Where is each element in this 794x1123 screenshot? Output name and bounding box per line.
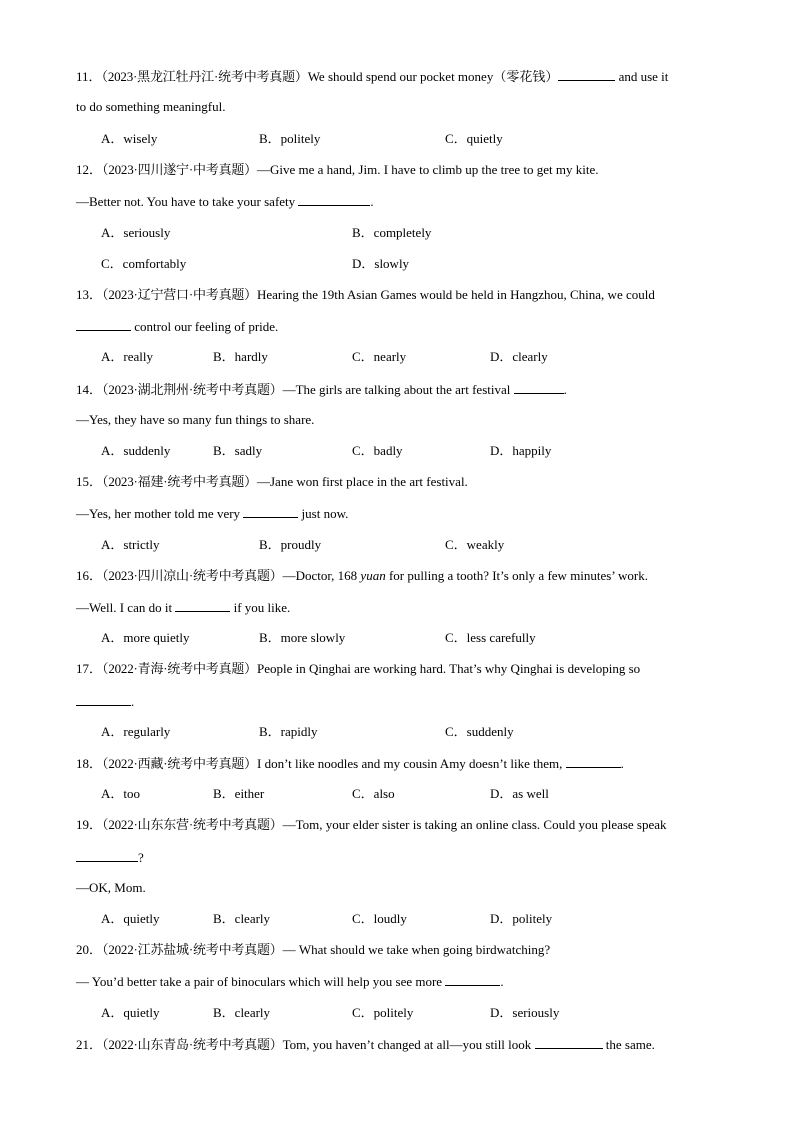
question-11-line-1 bbox=[76, 68, 668, 85]
question-text-italic: yuan bbox=[360, 568, 386, 583]
question-number: 21． bbox=[76, 1037, 103, 1052]
question-text: . bbox=[131, 694, 135, 709]
question-21-line-1 bbox=[76, 1036, 655, 1053]
question-number: 12． bbox=[76, 162, 103, 177]
question-source: （2023·四川凉山·统考中考真题） bbox=[102, 568, 283, 583]
option-b[interactable]: B．rapidly bbox=[259, 724, 318, 739]
answer-blank[interactable] bbox=[76, 318, 131, 331]
question-source: （2022·山东青岛·统考中考真题） bbox=[102, 1037, 283, 1052]
option-a[interactable]: A．more quietly bbox=[101, 630, 190, 645]
option-c[interactable]: C．loudly bbox=[352, 911, 407, 926]
question-text: We should spend our pocket money（零花钱） bbox=[307, 69, 559, 84]
question-19-line-2 bbox=[76, 849, 144, 866]
option-a[interactable]: A．quietly bbox=[101, 1005, 160, 1020]
question-text: —Yes, her mother told me very bbox=[76, 506, 244, 521]
question-19-line-1 bbox=[76, 817, 667, 833]
question-13-line-1 bbox=[76, 287, 655, 303]
question-number: 13． bbox=[76, 287, 103, 302]
question-number: 18． bbox=[76, 756, 103, 771]
option-d[interactable]: D．seriously bbox=[490, 1005, 560, 1020]
option-c[interactable]: C．quietly bbox=[445, 131, 503, 146]
question-20-line-2 bbox=[76, 973, 504, 990]
question-text: I don’t like noodles and my cousin Amy doesn’t like them, bbox=[256, 756, 566, 771]
question-14-line-2 bbox=[76, 412, 314, 428]
question-text: and use it bbox=[615, 69, 669, 84]
question-text: if you like. bbox=[230, 600, 291, 615]
question-15-line-1 bbox=[76, 474, 468, 490]
option-c[interactable]: C．nearly bbox=[352, 349, 407, 364]
question-17-line-1 bbox=[76, 661, 640, 677]
question-16-line-1 bbox=[76, 568, 648, 584]
option-c[interactable]: C．less carefully bbox=[445, 630, 536, 645]
question-text: People in Qinghai are working hard. That’s why Qinghai is developing so bbox=[256, 661, 641, 676]
answer-blank[interactable] bbox=[558, 68, 615, 81]
question-text: . bbox=[620, 756, 624, 771]
question-20-line-1 bbox=[76, 942, 550, 958]
answer-blank[interactable] bbox=[175, 599, 230, 612]
question-source: （2023·福建·统考中考真题） bbox=[102, 474, 257, 489]
question-source: （2022·西藏·统考中考真题） bbox=[102, 756, 257, 771]
question-source: （2022·江苏盐城·统考中考真题） bbox=[102, 942, 283, 957]
answer-blank[interactable] bbox=[514, 381, 564, 394]
option-d[interactable]: D．happily bbox=[490, 443, 552, 458]
question-source: （2023·黑龙江牡丹江·统考中考真题） bbox=[101, 69, 308, 84]
question-18-line-1 bbox=[76, 755, 624, 772]
answer-blank[interactable] bbox=[76, 693, 131, 706]
question-source: （2023·四川遂宁·中考真题） bbox=[102, 162, 257, 177]
question-text: just now. bbox=[298, 506, 349, 521]
option-c[interactable]: C．suddenly bbox=[445, 724, 514, 739]
option-b[interactable]: B．hardly bbox=[213, 349, 268, 364]
option-d[interactable]: D．slowly bbox=[352, 256, 410, 271]
question-number: 19． bbox=[76, 817, 103, 832]
option-c[interactable]: C．comfortably bbox=[101, 256, 187, 271]
option-d[interactable]: D．clearly bbox=[490, 349, 548, 364]
question-text: —Tom, your elder sister is taking an online class. Could you please speak bbox=[282, 817, 667, 832]
question-text: to do something meaningful. bbox=[76, 99, 226, 114]
question-text: —OK, Mom. bbox=[76, 880, 146, 895]
option-b[interactable]: B．polite‌ly bbox=[259, 131, 321, 146]
option-b[interactable]: B．completely bbox=[352, 225, 432, 240]
option-c[interactable]: C．also bbox=[352, 786, 395, 801]
question-16-line-2 bbox=[76, 599, 290, 616]
option-d[interactable]: D．as well bbox=[490, 786, 549, 801]
question-text: . bbox=[563, 382, 567, 397]
question-text: ? bbox=[138, 850, 144, 865]
question-number: 16． bbox=[76, 568, 103, 583]
option-b[interactable]: B．either bbox=[213, 786, 265, 801]
question-text: control our feeling of pride. bbox=[131, 319, 279, 334]
option-a[interactable]: A．really bbox=[101, 349, 153, 364]
question-source: （2022·青海·统考中考真题） bbox=[102, 661, 257, 676]
option-a[interactable]: A．wisely bbox=[101, 131, 158, 146]
question-text: the same. bbox=[602, 1037, 655, 1052]
option-c[interactable]: C．weakly bbox=[445, 537, 505, 552]
question-text: . bbox=[500, 974, 504, 989]
question-12-line-1 bbox=[76, 162, 599, 178]
answer-blank[interactable] bbox=[566, 755, 621, 768]
question-12-line-2 bbox=[76, 193, 374, 210]
answer-blank[interactable] bbox=[76, 849, 138, 862]
question-text: for pulling a tooth? It’s only a few minutes’ work. bbox=[385, 568, 648, 583]
answer-blank[interactable] bbox=[243, 505, 298, 518]
answer-blank[interactable] bbox=[445, 973, 500, 986]
question-text: —Jane won first place in the art festival. bbox=[256, 474, 468, 489]
question-source: （2022·山东东营·统考中考真题） bbox=[102, 817, 283, 832]
option-b[interactable]: B．more slowly bbox=[259, 630, 346, 645]
option-b[interactable]: B．proudly bbox=[259, 537, 322, 552]
option-b[interactable]: B．clearly bbox=[213, 1005, 271, 1020]
question-number: 14． bbox=[76, 382, 103, 397]
option-a[interactable]: A．too bbox=[101, 786, 141, 801]
question-text: — What should we take when going birdwatching? bbox=[282, 942, 551, 957]
question-text: —Give me a hand, Jim. I have to climb up the tree to get my kite. bbox=[256, 162, 599, 177]
question-text: . bbox=[370, 194, 374, 209]
question-19-line-3 bbox=[76, 880, 146, 896]
option-a[interactable]: A．quietly bbox=[101, 911, 160, 926]
option-b[interactable]: B．sadly bbox=[213, 443, 263, 458]
question-number: 15． bbox=[76, 474, 103, 489]
option-a[interactable]: A．suddenly bbox=[101, 443, 171, 458]
option-d[interactable]: D．politely bbox=[490, 911, 553, 926]
answer-blank[interactable] bbox=[535, 1036, 603, 1049]
question-source: （2023·湖北荆州·统考中考真题） bbox=[102, 382, 283, 397]
question-text: —Yes, they have so many fun things to share. bbox=[76, 412, 315, 427]
question-text: —Well. I can do it bbox=[76, 600, 176, 615]
question-text: Hearing the 19th Asian Games would be held in Hangzhou, China, we could bbox=[256, 287, 655, 302]
question-text: — You’d better take a pair of binoculars which will help you see more bbox=[76, 974, 446, 989]
option-a[interactable]: A．strictly bbox=[101, 537, 160, 552]
question-14-line-1 bbox=[76, 381, 567, 398]
question-number: 11． bbox=[76, 69, 102, 84]
question-source: （2023·辽宁营口·中考真题） bbox=[102, 287, 257, 302]
question-text: Tom, you haven’t changed at all—you still look bbox=[282, 1037, 535, 1052]
option-a[interactable]: A．regularly bbox=[101, 724, 171, 739]
answer-blank[interactable] bbox=[298, 193, 370, 206]
question-13-line-2 bbox=[76, 318, 278, 335]
question-text: —The girls are talking about the art festival bbox=[282, 382, 514, 397]
option-c[interactable]: C．politely bbox=[352, 1005, 414, 1020]
question-17-line-2 bbox=[76, 693, 134, 710]
question-number: 20． bbox=[76, 942, 103, 957]
option-c[interactable]: C．badly bbox=[352, 443, 403, 458]
option-b[interactable]: B．clearly bbox=[213, 911, 271, 926]
question-number: 17． bbox=[76, 661, 103, 676]
question-text: —Doctor, 168 bbox=[282, 568, 361, 583]
question-15-line-2 bbox=[76, 505, 348, 522]
question-11-line-2 bbox=[76, 99, 225, 115]
option-a[interactable]: A．seriously bbox=[101, 225, 171, 240]
question-text: —Better not. You have to take your safety bbox=[76, 194, 299, 209]
